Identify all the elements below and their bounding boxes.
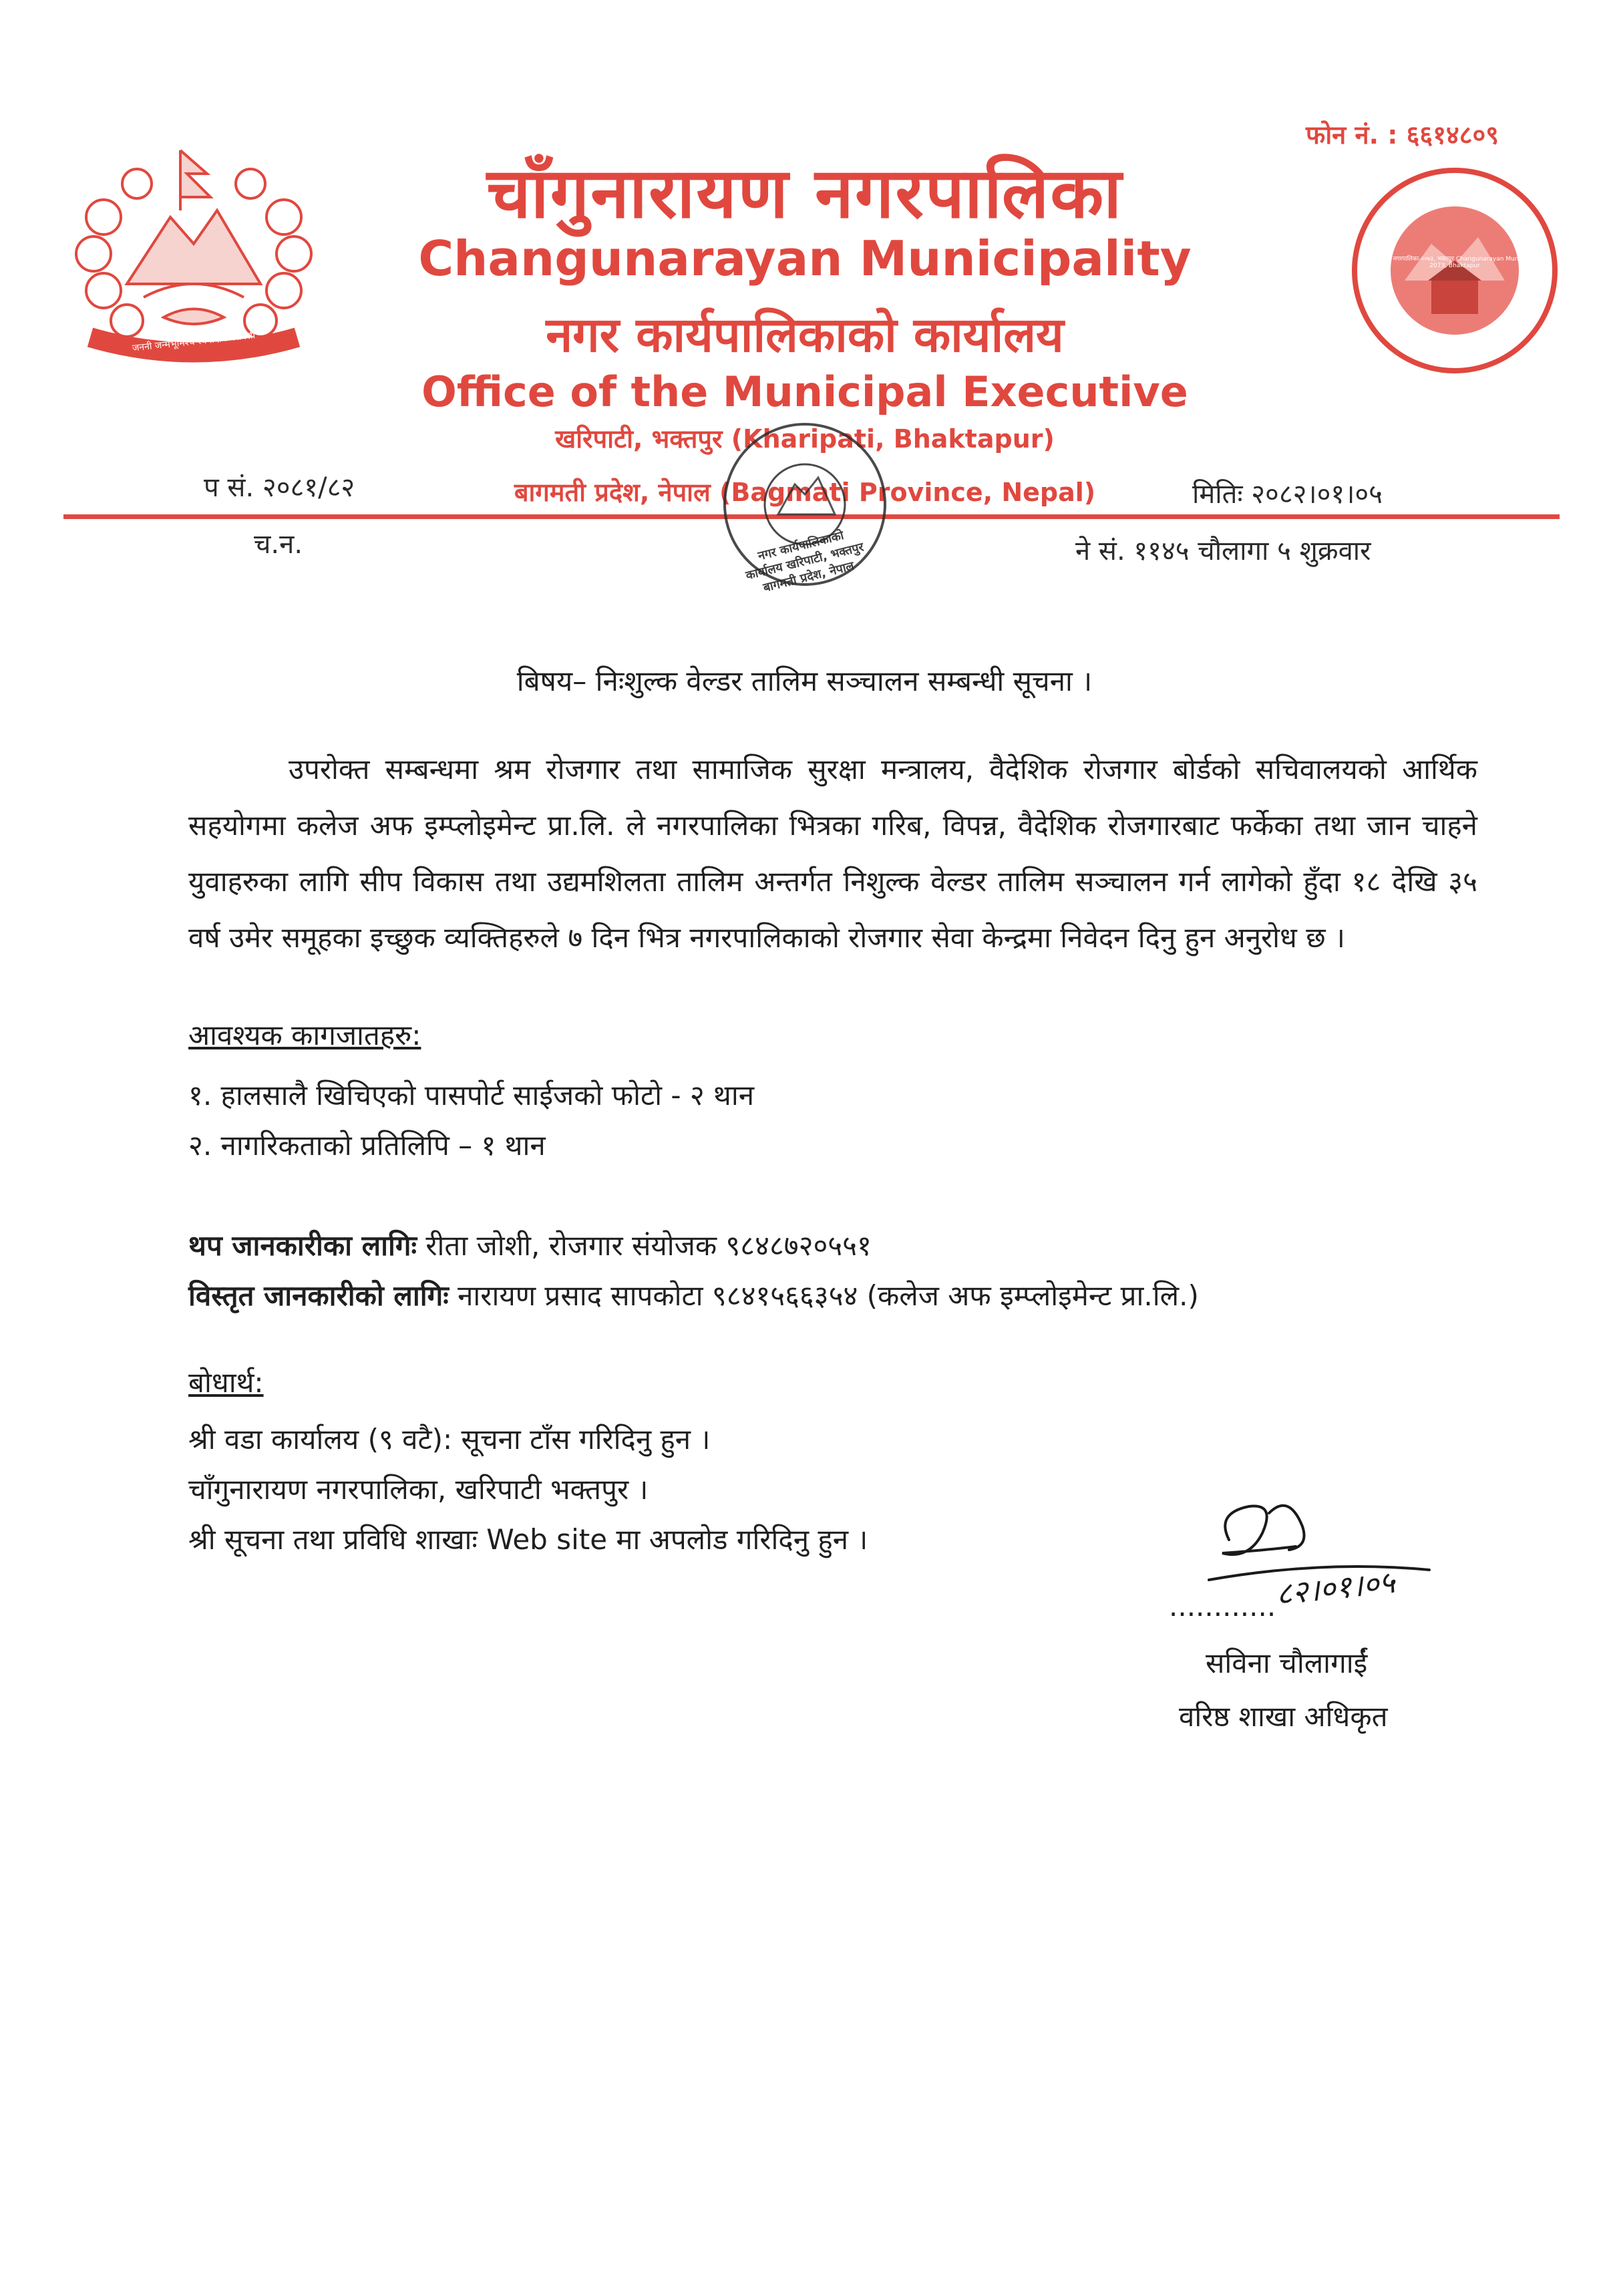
signatory-designation: वरिष्ठ शाखा अधिकृत bbox=[1179, 1700, 1388, 1733]
handwritten-signature-icon bbox=[1189, 1486, 1456, 1647]
more-info-row bbox=[188, 1226, 872, 1264]
detail-info-value: नारायण प्रसाद सापकोटा ९८४१५६६३५४ (कलेज अफ इम्प्लोइमेन्ट प्रा.लि.) bbox=[458, 1279, 1199, 1312]
address-line-1: खरिपाटी, भक्तपुर (Kharipati, Bhaktapur) bbox=[555, 424, 1055, 454]
body-paragraph: उपरोक्त सम्बन्धमा श्रम रोजगार तथा सामाजिक सुरक्षा मन्त्रालय, वैदेशिक रोजगार बोर्डको सचिवालयको आर्थिक सहयोगमा कलेज अफ इम्प्लोइमेन्ट प्रा.लि. ले नगरपालिका भित्रका गरिब, विपन्न, वैदेशिक रोजगारबाट फर्केका तथा जान चाहने युवाहरुका लागि सीप विकास तथा उद्यमशिलता तालिम अन्तर्गत निशुल्क वेल्डर तालिम सञ्चालन गर्न लागेको हुँदा १८ देखि ३५ वर्ष उमेर समूहका इच्छुक व्यक्तिहरुले ७ दिन भित्र नगरपालिकाको रोजगार सेवा केन्द्रमा निवेदन दिनु हुन अनुरोध छ । bbox=[188, 753, 1477, 954]
cc-heading: बोधार्थ: bbox=[188, 1366, 264, 1399]
document-item: २. नागरिकताको प्रतिलिपि – १ थान bbox=[188, 1129, 546, 1162]
cc-item: श्री वडा कार्यालय (९ वटै): सूचना टाँस गरिदिनु हुन । bbox=[188, 1423, 711, 1456]
letter-date: मितिः २०८२।०१।०५ bbox=[1192, 479, 1383, 510]
cc-item: चाँगुनारायण नगरपालिका, खरिपाटी भक्तपुर । bbox=[188, 1473, 649, 1506]
office-title-en: Office of the Municipal Executive bbox=[421, 367, 1188, 416]
reference-number: प सं. २०८१/८२ bbox=[204, 472, 355, 503]
subject-line: बिषय– निःशुल्क वेल्डर तालिम सञ्चालन सम्बन्धी सूचना । bbox=[516, 665, 1093, 697]
office-stamp bbox=[715, 414, 895, 595]
emblem-caption: जननी जन्मभूमिश्च स्वर्गादपि गरीयसी bbox=[132, 330, 256, 354]
documents-heading: आवश्यक कागजातहरु: bbox=[188, 1019, 421, 1051]
signatory-name: सविना चौलागाईं bbox=[1206, 1647, 1368, 1679]
phone-number: फोन नं. : ६६१४८०९ bbox=[1306, 120, 1499, 150]
more-info-value: रीता जोशी, रोजगार संयोजक ९८४८७२०५५१ bbox=[425, 1229, 872, 1262]
handwritten-date: ८२।०१।०५ bbox=[1274, 1563, 1397, 1613]
office-stamp-text: नगर कार्यपालिकाको कार्यालय खरिपाटी, भक्तपुर बागमती प्रदेश, नेपाल bbox=[744, 528, 866, 595]
more-info-label: थप जानकारीका लागिः bbox=[188, 1229, 417, 1262]
dispatch-number: च.न. bbox=[254, 529, 303, 560]
municipality-title-np: चाँगुनारायण नगरपालिका bbox=[486, 152, 1123, 234]
cc-item: श्री सूचना तथा प्रविधि शाखाः Web site मा अपलोड गरिदिनु हुन । bbox=[188, 1523, 868, 1556]
signature-dots: ............ bbox=[1169, 1590, 1276, 1623]
detail-info-row bbox=[188, 1276, 1199, 1314]
office-title-np: नगर कार्यपालिकाको कार्यालय bbox=[546, 307, 1064, 363]
seal-text: चाँगुनारायण नगरपालिका-२०७३, भक्तपुर Changunarayan Municipality-2073, Bhaktapur bbox=[1365, 256, 1544, 269]
nepal-sambat-date: ने सं. ११४५ चौलागा ५ शुक्रवार bbox=[1075, 536, 1371, 566]
address-line-2: बागमती प्रदेश, नेपाल (Bagmati Province, Nepal) bbox=[514, 478, 1096, 507]
municipality-seal-icon bbox=[1348, 164, 1562, 377]
document-item: १. हालसालै खिचिएको पासपोर्ट साईजको फोटो - २ थान bbox=[188, 1079, 755, 1112]
municipality-title-en: Changunarayan Municipality bbox=[418, 230, 1192, 287]
detail-info-label: विस्तृत जानकारीको लागिः bbox=[188, 1279, 449, 1312]
